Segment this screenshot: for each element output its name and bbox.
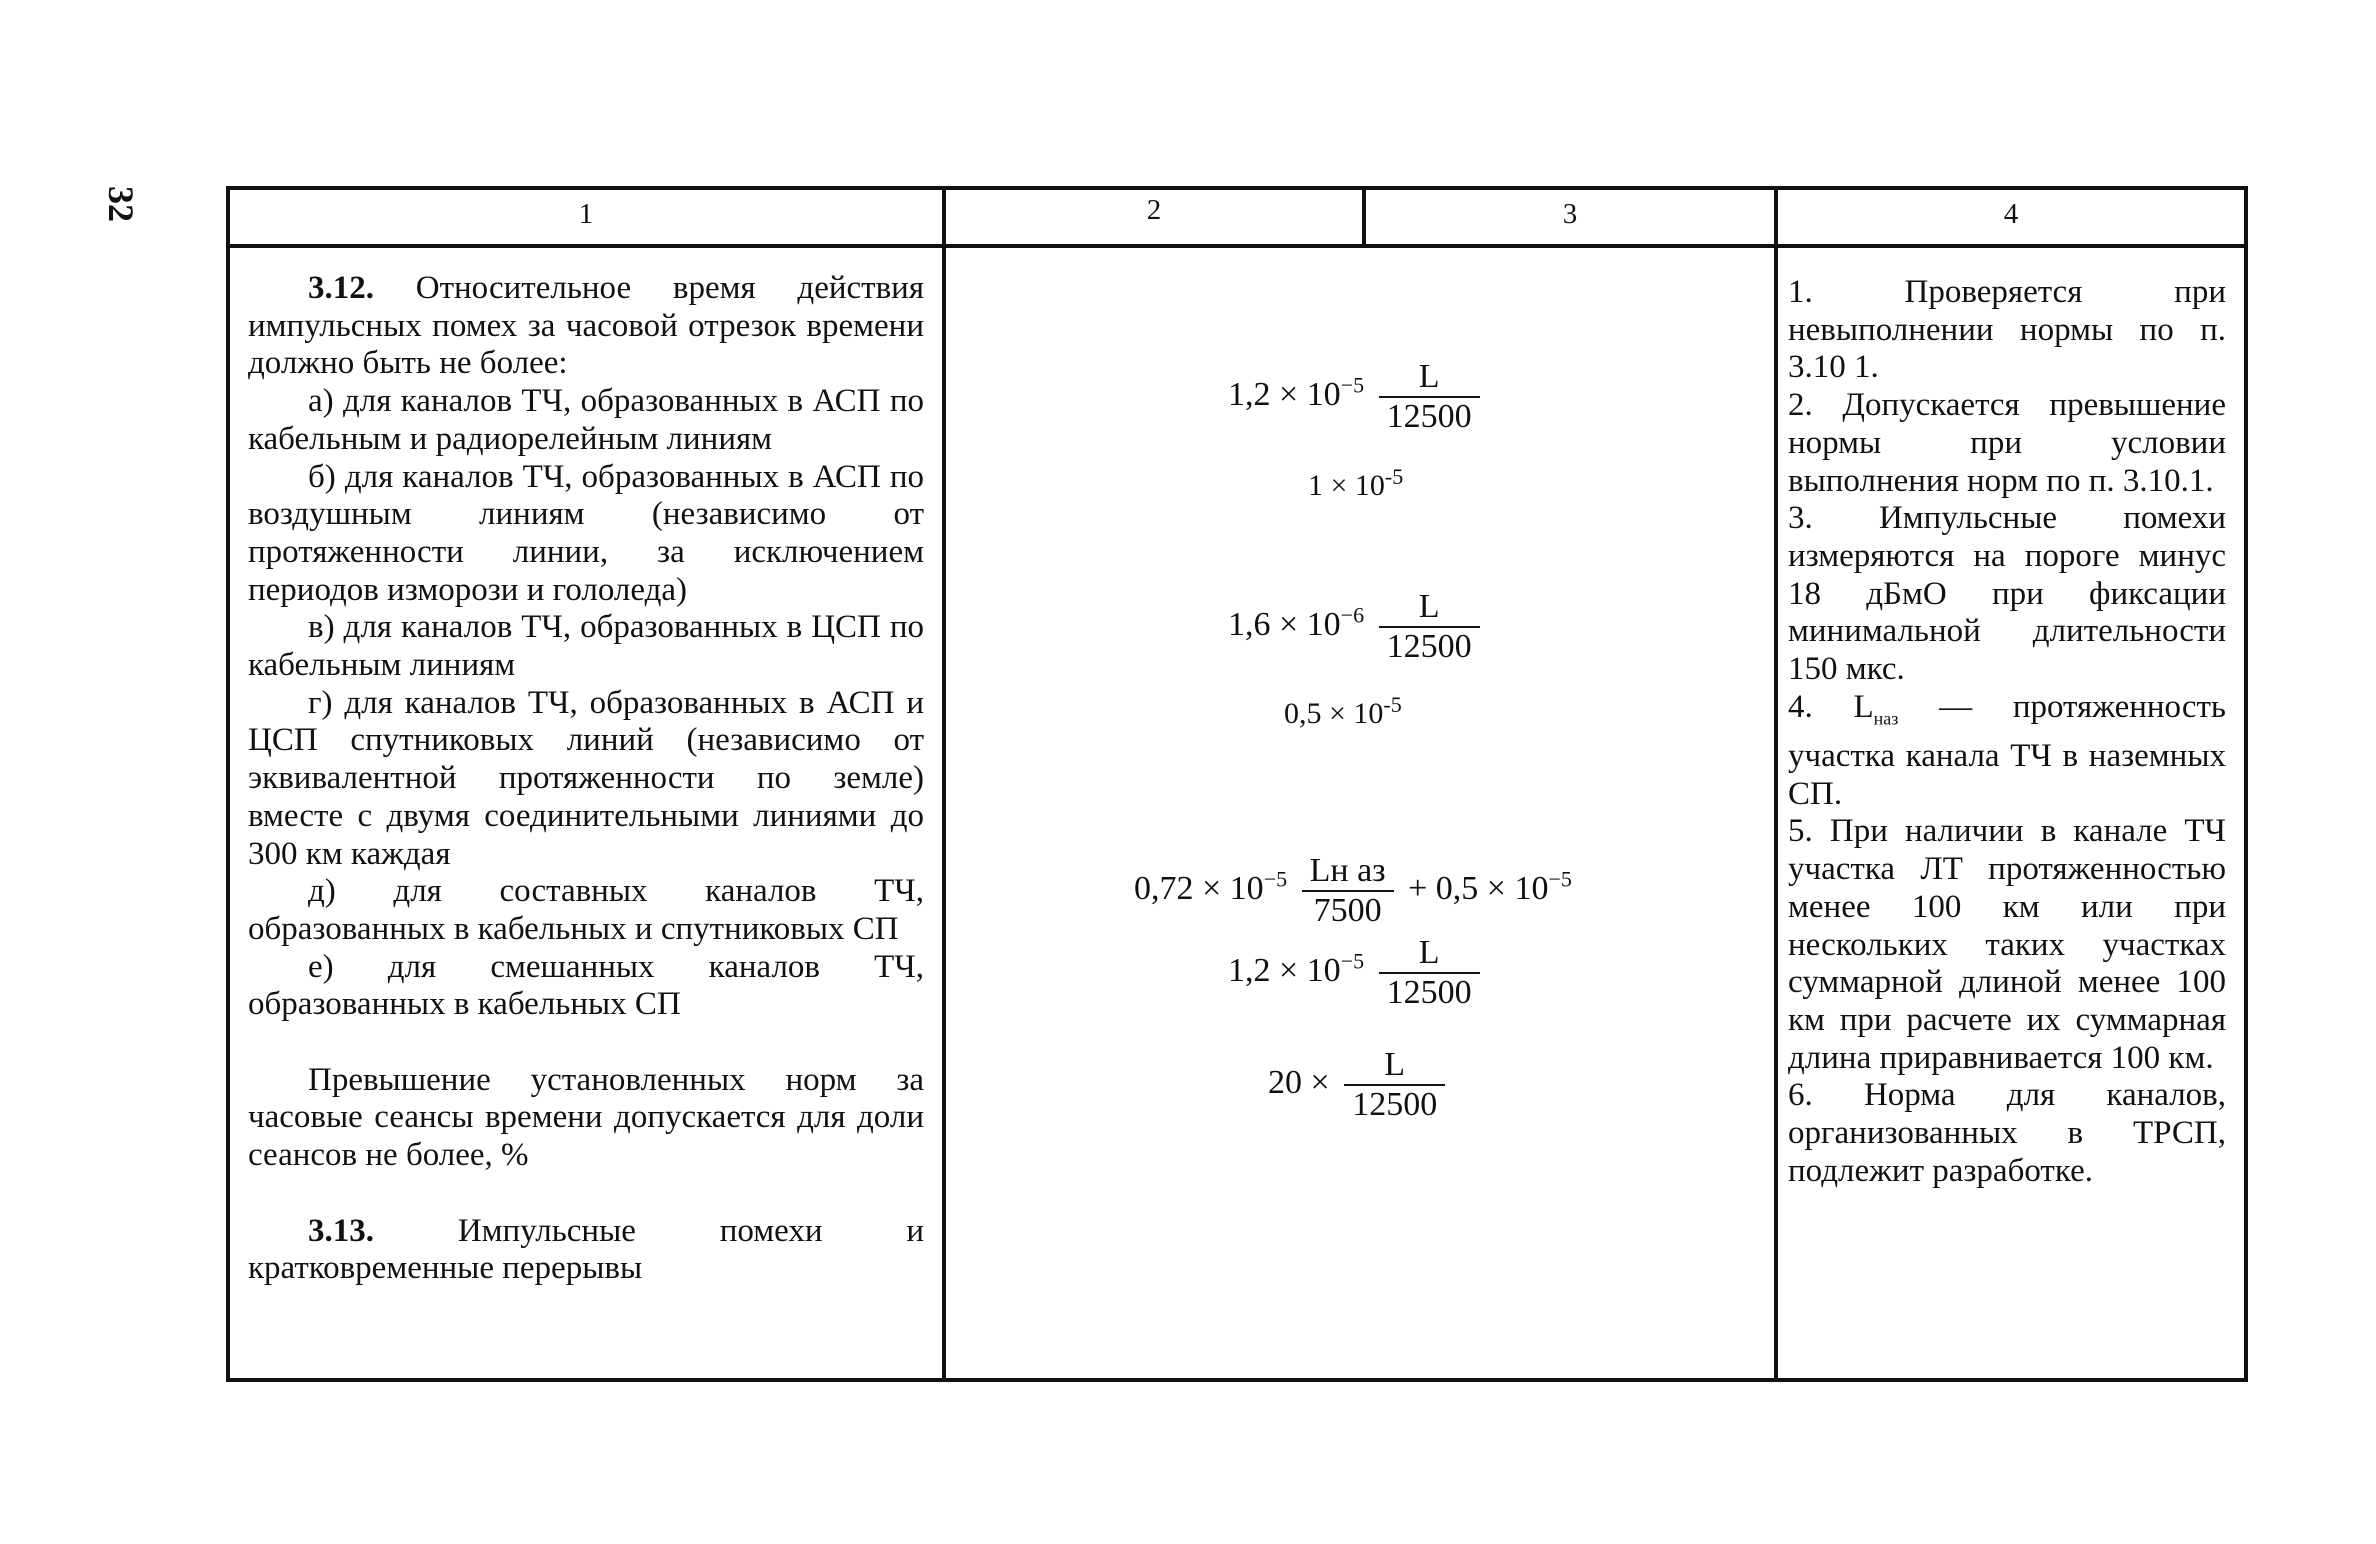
formula-g-value: 0,5 × 10 <box>1284 697 1384 730</box>
formula-v-numerator: L <box>1379 588 1480 628</box>
note-5: 5. При наличии в канале ТЧ участка ЛТ протяженностью менее 100 км или при нескольких таких участках суммарной длиной менее 100 км при расчете их суммарная длина приравнивается 100 км. <box>1788 813 2226 1076</box>
item-g: г) для каналов ТЧ, образованных в АСП и ЦСП спутниковых линий (независимо от эквивалентной протяженности по земле) вместе с двумя соединительными линиями до 300 км каждая <box>248 684 924 872</box>
formula-d-fraction <box>1302 852 1394 930</box>
item-e: е) для смешанных каналов ТЧ, образованных в кабельных СП <box>248 948 924 1023</box>
note-4-text: — протяженность участка канала ТЧ в наземных СП. <box>1788 688 2226 812</box>
formula-a-exp: −5 <box>1340 372 1365 398</box>
header-col-4: 4 <box>2003 198 2019 230</box>
formula-d-denominator: 7500 <box>1313 892 1382 929</box>
formula-g-exp: -5 <box>1383 692 1402 717</box>
header-col-3: 3 <box>1562 198 1578 230</box>
item-3-13-number: 3.13. <box>308 1212 374 1249</box>
note-4-subscript: наз <box>1873 708 1899 729</box>
formula-d-tail-exp: −5 <box>1548 866 1572 892</box>
header-col-2: 2 <box>1146 194 1162 226</box>
item-b: б) для каналов ТЧ, образованных в АСП по воздушным линиям (независимо от протяженности линии, за исключением периодов изморози и гололеда) <box>248 458 924 608</box>
formula-percent-numerator: L <box>1344 1046 1445 1086</box>
item-3-13 <box>248 1213 924 1288</box>
header-col-1: 1 <box>578 198 594 230</box>
formula-v-exp: −6 <box>1340 602 1365 628</box>
formula-percent <box>1268 1046 1451 1124</box>
header-divider <box>226 244 2248 248</box>
note-1: 1. Проверяется при невыполнении нормы по п. 3.10 1. <box>1788 274 2226 386</box>
note-6: 6. Норма для каналов, организованных в ТРСП, подлежит разработке. <box>1788 1077 2226 1189</box>
formula-d <box>1134 852 1572 930</box>
formula-d-numerator: Lн аз <box>1302 852 1394 892</box>
item-a: а) для каналов ТЧ, образованных в АСП по кабельным и радиорелейным линиям <box>248 383 924 457</box>
formula-b-exp: -5 <box>1384 464 1404 489</box>
formula-v-fraction <box>1379 588 1480 666</box>
formula-a-fraction <box>1379 358 1480 436</box>
note-4 <box>1788 689 2226 814</box>
formula-percent-denominator: 12500 <box>1352 1086 1438 1123</box>
column-divider-1 <box>942 186 946 1382</box>
formula-percent-coef: 20 × <box>1268 1063 1330 1101</box>
formula-v <box>1228 588 1486 666</box>
column-divider-3 <box>1774 186 1778 1382</box>
formula-b <box>1308 464 1403 503</box>
formula-a <box>1228 358 1486 436</box>
spacer <box>248 1175 924 1213</box>
formula-e-coef: 1,2 × 10 <box>1228 951 1341 989</box>
excess-text: Превышение установленных норм за часовые сеансы времени допускается для доли сеансов не более, % <box>248 1061 924 1174</box>
formula-a-denominator: 12500 <box>1386 398 1472 435</box>
column-4-notes <box>1788 274 2226 1190</box>
formula-e-exp: −5 <box>1340 948 1365 974</box>
note-2: 2. Допускается превышение нормы при условии выполнения норм по п. 3.10.1. <box>1788 387 2226 499</box>
formula-b-value: 1 × 10 <box>1308 469 1385 502</box>
formula-e-denominator: 12500 <box>1386 974 1472 1011</box>
item-3-13-text: Импульсные помехи и кратковременные перерывы <box>248 1212 924 1287</box>
formula-a-numerator: L <box>1379 358 1480 398</box>
formula-percent-fraction <box>1344 1046 1445 1124</box>
item-d: д) для составных каналов ТЧ, образованных в кабельных и спутниковых СП <box>248 873 924 947</box>
formula-e-fraction <box>1379 934 1480 1012</box>
formula-d-exp: −5 <box>1263 866 1288 892</box>
item-3-12 <box>248 270 924 383</box>
formula-d-coef: 0,72 × 10 <box>1134 869 1264 907</box>
item-v: в) для каналов ТЧ, образованных в ЦСП по кабельным линиям <box>248 609 924 684</box>
item-3-12-text: Относительное время действия импульсных помех за часовой отрезок времени должно быть не более: <box>248 270 925 382</box>
page-number: 32 <box>101 186 141 222</box>
item-3-12-number: 3.12. <box>308 270 374 306</box>
formula-d-tail: + 0,5 × 10 <box>1408 869 1549 907</box>
note-3: 3. Импульсные помехи измеряются на пороге минус 18 дБмО при фиксации минимальной длительности 150 мкс. <box>1788 500 2226 688</box>
formula-g <box>1284 692 1402 731</box>
formula-v-denominator: 12500 <box>1386 628 1472 665</box>
formula-v-coef: 1,6 × 10 <box>1228 605 1341 643</box>
note-4-prefix: 4. L <box>1788 688 1874 725</box>
spacer <box>248 1024 924 1062</box>
formula-a-coef: 1,2 × 10 <box>1228 375 1341 413</box>
formula-e <box>1228 934 1486 1012</box>
formula-e-numerator: L <box>1379 934 1480 974</box>
column-1-text <box>248 270 924 1288</box>
